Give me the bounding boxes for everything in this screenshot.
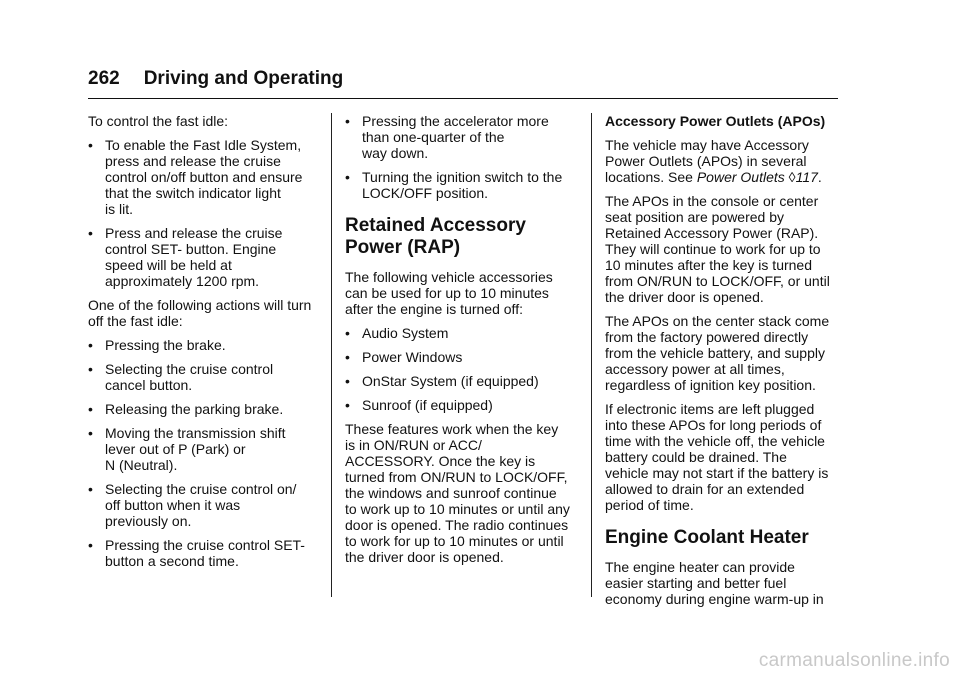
bullet-icon: • [345, 397, 350, 413]
paragraph: The APOs on the center stack come from the factory powered directly from the vehicle battery, and supply accessory power at all times, regardless of ignition key position. [605, 313, 830, 393]
paragraph: To control the fast idle: [88, 113, 229, 129]
bullet-icon: • [88, 481, 93, 497]
list-item [345, 349, 581, 365]
paragraph: The following vehicle accessories can be used for up to 10 minutes after the engine is turned off: [345, 269, 553, 317]
bullet-icon: • [345, 349, 350, 365]
bullet-icon: • [88, 337, 93, 353]
column-2 [345, 113, 581, 573]
section-heading-rap: Retained Accessory Power (RAP) [345, 215, 526, 258]
list-item-text: To enable the Fast Idle System, press and release the cruise control on/off button and ensure that the switch indicator light is lit. [105, 137, 303, 217]
section-heading-coolant-heater: Engine Coolant Heater [605, 527, 809, 548]
list-item-text: Press and release the cruise control SET- button. Engine speed will be held at approximately 1200 rpm. [105, 225, 283, 289]
paragraph [605, 137, 841, 185]
column-divider [331, 113, 332, 597]
bullet-icon: • [88, 401, 93, 417]
bullet-icon: • [345, 113, 350, 129]
list-item [88, 225, 324, 289]
paragraph-text: The vehicle may have Accessory Power Outlets (APOs) in several locations. See [605, 137, 809, 185]
list-item [345, 113, 581, 161]
list-item [345, 169, 581, 201]
list-item-text: Power Windows [362, 349, 463, 365]
list-item-text: Pressing the brake. [105, 337, 226, 353]
list-item-text: Selecting the cruise control on/ off button when it was previously on. [105, 481, 297, 529]
page-number: 262 [88, 68, 120, 89]
list-item-text: OnStar System (if equipped) [362, 373, 539, 389]
list-item-text: Sunroof (if equipped) [362, 397, 493, 413]
watermark: carmanualsonline.info [758, 650, 950, 671]
bullet-icon: • [345, 373, 350, 389]
bullet-icon: • [345, 325, 350, 341]
list-item [345, 397, 581, 413]
cross-reference-link[interactable]: Power Outlets [696, 169, 785, 185]
list-item-text: Pressing the cruise control SET- button a second time. [105, 537, 305, 569]
bullet-icon: • [345, 169, 350, 185]
list-item [88, 361, 324, 393]
list-item [88, 337, 324, 353]
paragraph: If electronic items are left plugged into these APOs for long periods of time with the vehicle off, the vehicle battery could be drained. The vehicle may not start if the battery is allowed to drain for an extended period of time. [605, 401, 829, 513]
list-item-text: Turning the ignition switch to the LOCK/OFF position. [362, 169, 563, 201]
bullet-icon: • [88, 537, 93, 553]
header-rule [88, 98, 838, 99]
list-item-text: Releasing the parking brake. [105, 401, 284, 417]
page-header [88, 68, 343, 90]
column-1 [88, 113, 324, 577]
bullet-icon: • [88, 425, 93, 441]
paragraph: One of the following actions will turn off the fast idle: [88, 297, 312, 329]
list-item-text: Selecting the cruise control cancel button. [105, 361, 274, 393]
page-ref-number[interactable]: 117 [795, 169, 818, 185]
paragraph: The APOs in the console or center seat position are powered by Retained Accessory Power (RAP). They will continue to work for up to 10 minutes after the key is turned from ON/RUN to LOCK/OFF, or until the driver door is opened. [605, 193, 830, 305]
list-item [88, 537, 324, 569]
bullet-icon: • [88, 137, 93, 153]
list-item [345, 373, 581, 389]
list-item-text: Moving the transmission shift lever out of P (Park) or N (Neutral). [105, 425, 286, 473]
column-divider [591, 113, 592, 597]
column-3 [605, 113, 841, 615]
bullet-icon: • [88, 225, 93, 241]
bullet-icon: • [88, 361, 93, 377]
list-item [88, 401, 324, 417]
paragraph: These features work when the key is in ON/RUN or ACC/ ACCESSORY. Once the key is turned from ON/RUN to LOCK/OFF, the windows and sunroof continue to work up to 10 minutes or until any door is opened. The radio continues to work for up to 10 minutes or until the driver door is opened. [345, 421, 570, 565]
list-item [88, 425, 324, 473]
page-ref-icon: ◊ [788, 169, 796, 185]
section-title: Driving and Operating [143, 68, 344, 89]
list-item [345, 325, 581, 341]
list-item [88, 481, 324, 529]
list-item [88, 137, 324, 217]
paragraph: The engine heater can provide easier starting and better fuel economy during engine warm-up in [605, 559, 824, 607]
list-item-text: Pressing the accelerator more than one-quarter of the way down. [362, 113, 549, 161]
subheading-apos: Accessory Power Outlets (APOs) [605, 113, 826, 129]
period: . [817, 169, 822, 185]
list-item-text: Audio System [362, 325, 449, 341]
